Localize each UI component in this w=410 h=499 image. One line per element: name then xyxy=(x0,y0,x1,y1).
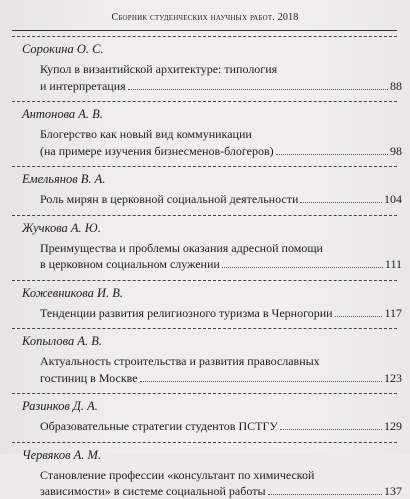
toc-page-number: 117 xyxy=(384,305,402,320)
toc-title-line: гостиниц в Москве xyxy=(40,370,138,385)
toc-author: Емельянов В. А. xyxy=(22,172,106,186)
toc-page-number: 88 xyxy=(390,78,402,93)
entry-divider xyxy=(12,215,397,216)
toc-title-line: Блогерство как новый вид коммуникации xyxy=(40,127,252,141)
toc-author: Антонова А. В. xyxy=(22,107,103,121)
toc-page-number: 98 xyxy=(390,143,402,158)
entry-divider xyxy=(12,442,397,443)
toc-title-line: Становление профессии «консультант по химической xyxy=(40,467,315,482)
toc-title-last-line[interactable] xyxy=(40,306,402,321)
toc-page-number: 104 xyxy=(384,192,402,206)
toc-author: Разинков Д. А. xyxy=(22,399,98,413)
toc-author: Копылова А. В. xyxy=(22,334,103,348)
entry-divider xyxy=(12,280,397,281)
toc-title-line: Актуальность строительства и развития православных xyxy=(40,354,320,368)
toc-title-last-line[interactable] xyxy=(40,144,402,159)
entry-divider xyxy=(12,166,397,167)
toc-page-number: 123 xyxy=(384,370,402,385)
toc-page-number: 111 xyxy=(384,257,402,271)
toc-title-line: и интерпретация xyxy=(40,78,126,93)
toc-page-number: 129 xyxy=(384,419,402,433)
entry-divider xyxy=(12,393,397,394)
toc-title-last-line[interactable] xyxy=(40,79,402,94)
toc-title-last-line[interactable] xyxy=(40,484,402,499)
leader-dots xyxy=(300,192,382,203)
toc-author: Кожевникова И. В. xyxy=(22,285,124,300)
leader-dots xyxy=(335,306,383,317)
toc-title-line: Роль мирян в церковной социальной деятельности xyxy=(40,192,299,206)
toc-page-number: 137 xyxy=(384,484,402,498)
entry-divider xyxy=(12,101,397,102)
toc-title-last-line[interactable] xyxy=(40,192,402,207)
toc-title-line: Образовательные стратегии студентов ПСТГУ xyxy=(40,419,278,433)
toc-title-last-line[interactable] xyxy=(40,371,402,386)
toc-title-line: в церковном социальном служении xyxy=(40,257,220,271)
leader-dots xyxy=(268,484,382,495)
running-header: Сборник студенческих научных работ. 2018 xyxy=(111,12,299,23)
toc-author: Жучкова А. Ю. xyxy=(22,220,101,235)
leader-dots xyxy=(276,144,388,155)
toc-title-line: (на примере изучения бизнесменов-блогеров) xyxy=(40,143,274,158)
leader-dots xyxy=(140,371,382,382)
toc-author: Сорокина О. С. xyxy=(22,42,104,56)
toc-author: Червяков А. М. xyxy=(22,447,102,462)
leader-dots xyxy=(222,257,383,268)
leader-dots xyxy=(280,419,382,430)
toc-title-line: Преимущества и проблемы оказания адресной помощи xyxy=(40,240,323,255)
toc-title-line: зависимости» в системе социальной работы xyxy=(40,484,266,498)
entry-divider xyxy=(12,36,397,37)
toc-title-line: Купол в византийской архитектуре: типология xyxy=(40,62,278,76)
entry-divider xyxy=(12,328,397,329)
toc-title-last-line[interactable] xyxy=(40,257,402,272)
toc-title-last-line[interactable] xyxy=(40,419,402,434)
toc-title-line: Тенденции развития религиозного туризма в Черногории xyxy=(40,305,333,320)
leader-dots xyxy=(128,79,388,90)
header-rule xyxy=(12,30,397,31)
